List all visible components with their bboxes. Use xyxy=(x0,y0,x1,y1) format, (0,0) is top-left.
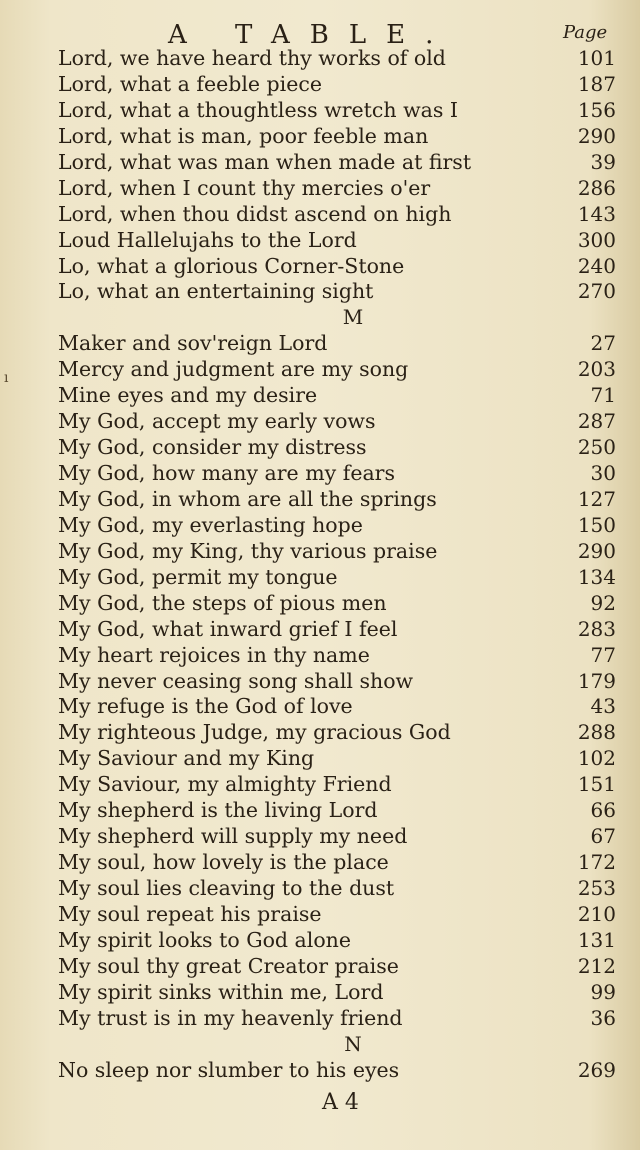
index-entry xyxy=(58,694,618,720)
page-number: 179 xyxy=(577,668,616,693)
index-entry xyxy=(58,876,618,902)
page-number: 300 xyxy=(577,227,616,252)
first-line-text: My soul, how lovely is the place xyxy=(58,850,389,875)
index-entry xyxy=(58,617,618,643)
index-entry xyxy=(58,279,618,305)
first-line-text: My righteous Judge, my gracious God xyxy=(58,720,451,745)
index-entry xyxy=(58,98,618,124)
page-number: 269 xyxy=(577,1057,616,1082)
index-entry xyxy=(58,254,618,280)
first-line-text: My Saviour and my King xyxy=(58,746,315,771)
page-number: 99 xyxy=(590,979,616,1004)
index-entry xyxy=(58,850,618,876)
first-line-text: My God, what inward grief I feel xyxy=(58,616,398,641)
first-line-text: Lord, what a thoughtless wretch was I xyxy=(58,97,458,122)
index-entry xyxy=(58,487,618,513)
page-number: 290 xyxy=(577,123,616,148)
page-number: 288 xyxy=(577,720,616,745)
index-entry xyxy=(58,176,618,202)
first-line-text: Lord, we have heard thy works of old xyxy=(58,46,446,70)
index-entry xyxy=(58,824,618,850)
index-entry xyxy=(58,539,618,565)
index-entry xyxy=(58,513,618,539)
index-entry xyxy=(58,591,618,617)
signature-mark: A 4 xyxy=(322,1090,359,1115)
page-number: 30 xyxy=(590,461,616,485)
index-entry xyxy=(58,228,618,254)
page-number: 203 xyxy=(577,357,616,382)
page-number: 67 xyxy=(590,824,616,849)
page-number: 71 xyxy=(590,383,616,408)
page-number: 39 xyxy=(590,149,616,174)
first-line-text: My God, my everlasting hope xyxy=(58,512,363,537)
first-line-text: My shepherd is the living Lord xyxy=(58,798,378,823)
page-number: 240 xyxy=(577,253,616,278)
first-line-text: No sleep nor slumber to his eyes xyxy=(58,1057,400,1082)
first-line-text: My soul thy great Creator praise xyxy=(58,953,399,978)
index-entry xyxy=(58,461,618,487)
page-number: 156 xyxy=(577,97,616,122)
first-line-text: Lord, what a feeble piece xyxy=(58,71,322,96)
index-entry xyxy=(58,124,618,150)
index-entry xyxy=(58,409,618,435)
page-number: 92 xyxy=(590,590,616,615)
page-number: 250 xyxy=(577,435,616,460)
page-number: 101 xyxy=(577,46,616,70)
first-line-text: My God, consider my distress xyxy=(58,435,367,460)
page-number: 131 xyxy=(577,927,616,952)
first-line-text: My God, accept my early vows xyxy=(58,409,376,434)
first-line-text: My God, how many are my fears xyxy=(58,461,395,485)
first-line-text: Loud Hallelujahs to the Lord xyxy=(58,227,357,252)
index-table xyxy=(58,46,618,1084)
first-line-text: Mine eyes and my desire xyxy=(58,383,318,408)
index-entry xyxy=(58,46,618,72)
index-entry xyxy=(58,954,618,980)
index-entry xyxy=(58,565,618,591)
index-entry xyxy=(58,902,618,928)
index-entry xyxy=(58,643,618,669)
index-entry xyxy=(58,357,618,383)
first-line-text: Lord, when I count thy mercies o'er xyxy=(58,175,431,200)
first-line-text: Lord, what was man when made at first xyxy=(58,149,472,174)
page-column-label: Page xyxy=(563,22,608,43)
page-number: 172 xyxy=(577,850,616,875)
page-number: 27 xyxy=(590,331,616,356)
index-entry xyxy=(58,798,618,824)
page-number: 287 xyxy=(577,409,616,434)
first-line-text: My shepherd will supply my need xyxy=(58,824,408,849)
section-letter: M xyxy=(342,305,364,330)
page-number: 253 xyxy=(577,876,616,900)
index-entry xyxy=(58,435,618,461)
page-number: 127 xyxy=(577,486,616,511)
index-entry xyxy=(58,202,618,228)
index-entry xyxy=(58,720,618,746)
first-line-text: My spirit looks to God alone xyxy=(58,927,352,952)
first-line-text: Lo, what a glorious Corner-Stone xyxy=(58,253,405,278)
index-entry xyxy=(58,72,618,98)
first-line-text: My God, the steps of pious men xyxy=(58,590,387,615)
index-entry xyxy=(58,150,618,176)
page-number: 43 xyxy=(590,694,616,719)
page-number: 66 xyxy=(590,798,616,823)
index-entry xyxy=(58,980,618,1006)
page-number: 212 xyxy=(577,953,616,978)
first-line-text: Lo, what an entertaining sight xyxy=(58,279,374,304)
index-entry xyxy=(58,1058,618,1084)
first-line-text: My spirit sinks within me, Lord xyxy=(58,979,384,1004)
first-line-text: My Saviour, my almighty Friend xyxy=(58,772,392,797)
index-entry xyxy=(58,928,618,954)
page-number: 290 xyxy=(577,538,616,563)
index-entry xyxy=(58,1006,618,1032)
first-line-text: My trust is in my heavenly friend xyxy=(58,1005,403,1030)
index-entry xyxy=(58,383,618,409)
index-entry xyxy=(58,746,618,772)
page-number: 187 xyxy=(577,71,616,96)
first-line-text: My refuge is the God of love xyxy=(58,694,353,719)
first-line-text: Maker and sov'reign Lord xyxy=(58,331,328,356)
page-number: 270 xyxy=(577,279,616,304)
first-line-text: My soul lies cleaving to the dust xyxy=(58,876,395,900)
first-line-text: Lord, what is man, poor feeble man xyxy=(58,123,429,148)
section-letter: N xyxy=(344,1031,362,1056)
margin-mark: ı xyxy=(4,370,9,386)
page-number: 143 xyxy=(577,201,616,226)
page-number: 77 xyxy=(590,642,616,667)
first-line-text: My God, in whom are all the springs xyxy=(58,486,437,511)
first-line-text: Lord, when thou didst ascend on high xyxy=(58,201,452,226)
page-title: A TABLE. xyxy=(168,20,454,50)
index-entry xyxy=(58,772,618,798)
page-number: 151 xyxy=(577,772,616,797)
index-entry xyxy=(58,331,618,357)
page-number: 150 xyxy=(577,512,616,537)
page-number: 210 xyxy=(577,901,616,926)
first-line-text: Mercy and judgment are my song xyxy=(58,357,409,382)
page-number: 134 xyxy=(577,564,616,589)
page-number: 286 xyxy=(577,175,616,200)
first-line-text: My heart rejoices in thy name xyxy=(58,642,370,667)
page-number: 283 xyxy=(577,616,616,641)
first-line-text: My soul repeat his praise xyxy=(58,901,322,926)
first-line-text: My God, permit my tongue xyxy=(58,564,338,589)
page-number: 36 xyxy=(590,1005,616,1030)
first-line-text: My never ceasing song shall show xyxy=(58,668,414,693)
page-number: 102 xyxy=(577,746,616,771)
index-entry xyxy=(58,669,618,695)
first-line-text: My God, my King, thy various praise xyxy=(58,538,438,563)
